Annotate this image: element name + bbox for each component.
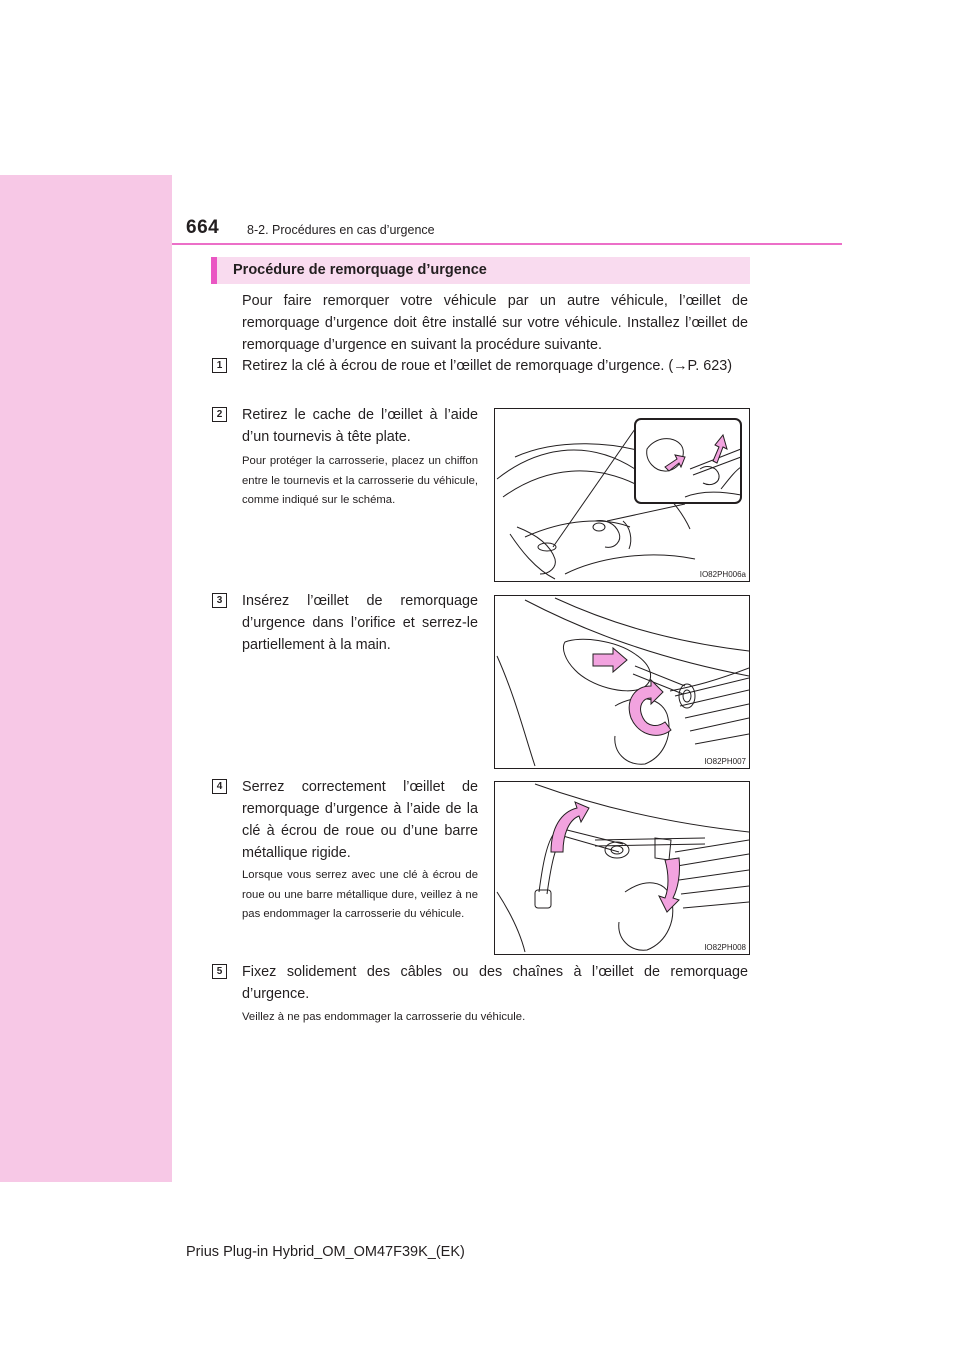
figure-code: IO82PH008 (704, 943, 746, 952)
figure-eyelet-insertion-drawing (495, 596, 749, 768)
step-text-2: Retirez le cache de l’œillet à l’aide d’un tournevis à tête plate. (242, 407, 478, 445)
step-text-3: Insérez l’œillet de remorquage d’urgence dans l’orifice et serrez-le partiellement à la main. (242, 593, 478, 653)
section-heading-box (211, 257, 750, 284)
step-text-1: Retirez la clé à écrou de roue et l’œillet de remorquage d’urgence. (→P. 623) (242, 358, 733, 374)
figure-eyelet-insertion (494, 595, 750, 769)
step-note-5: Veillez à ne pas endommager la carrosserie du véhicule. (242, 1011, 526, 1023)
chapter-heading: 8-2. Procédures en cas d’urgence (247, 223, 435, 237)
document-footer: Prius Plug-in Hybrid_OM_OM47F39K_(EK) (186, 1244, 465, 1260)
step-note-4: Lorsque vous serrez avec une clé à écrou de roue ou une barre métallique dure, veillez à ne pas endommager la carrosserie du véhicule. (242, 869, 478, 920)
figure-code: IO82PH007 (704, 757, 746, 766)
side-tab-strip (0, 175, 172, 1182)
step-number-1: 1 (212, 358, 227, 373)
step-text-4: Serrez correctement l’œillet de remorquage d’urgence à l’aide de la clé à écrou de roue ou d’une barre métallique rigide. (242, 779, 478, 861)
step-number-3: 3 (212, 593, 227, 608)
section-title: Procédure de remorquage d’urgence (233, 262, 487, 278)
step-number-2: 2 (212, 407, 227, 422)
intro-paragraph: Pour faire remorquer votre véhicule par un autre véhicule, l’œillet de remorquage d’urgence doit être installé sur votre véhicule. Installez l’œillet de remorquage d’urgence en suivant la procédure suivante. (242, 293, 748, 353)
figure-eyelet-tightening (494, 781, 750, 955)
step-note-2: Pour protéger la carrosserie, placez un chiffon entre le tournevis et la carrosserie du véhicule, comme indiqué sur le schéma. (242, 455, 478, 506)
figure-eyelet-tightening-drawing (495, 782, 749, 954)
figure-code: IO82PH006a (699, 570, 746, 579)
step-number-4: 4 (212, 779, 227, 794)
figure-cover-removal-drawing (495, 409, 749, 581)
step-number-5: 5 (212, 964, 227, 979)
step-text-5: Fixez solidement des câbles ou des chaînes à l’œillet de remorquage d’urgence. (242, 964, 748, 1002)
header-rule (172, 243, 842, 245)
figure-cover-removal (494, 408, 750, 582)
page-number: 664 (186, 217, 220, 238)
